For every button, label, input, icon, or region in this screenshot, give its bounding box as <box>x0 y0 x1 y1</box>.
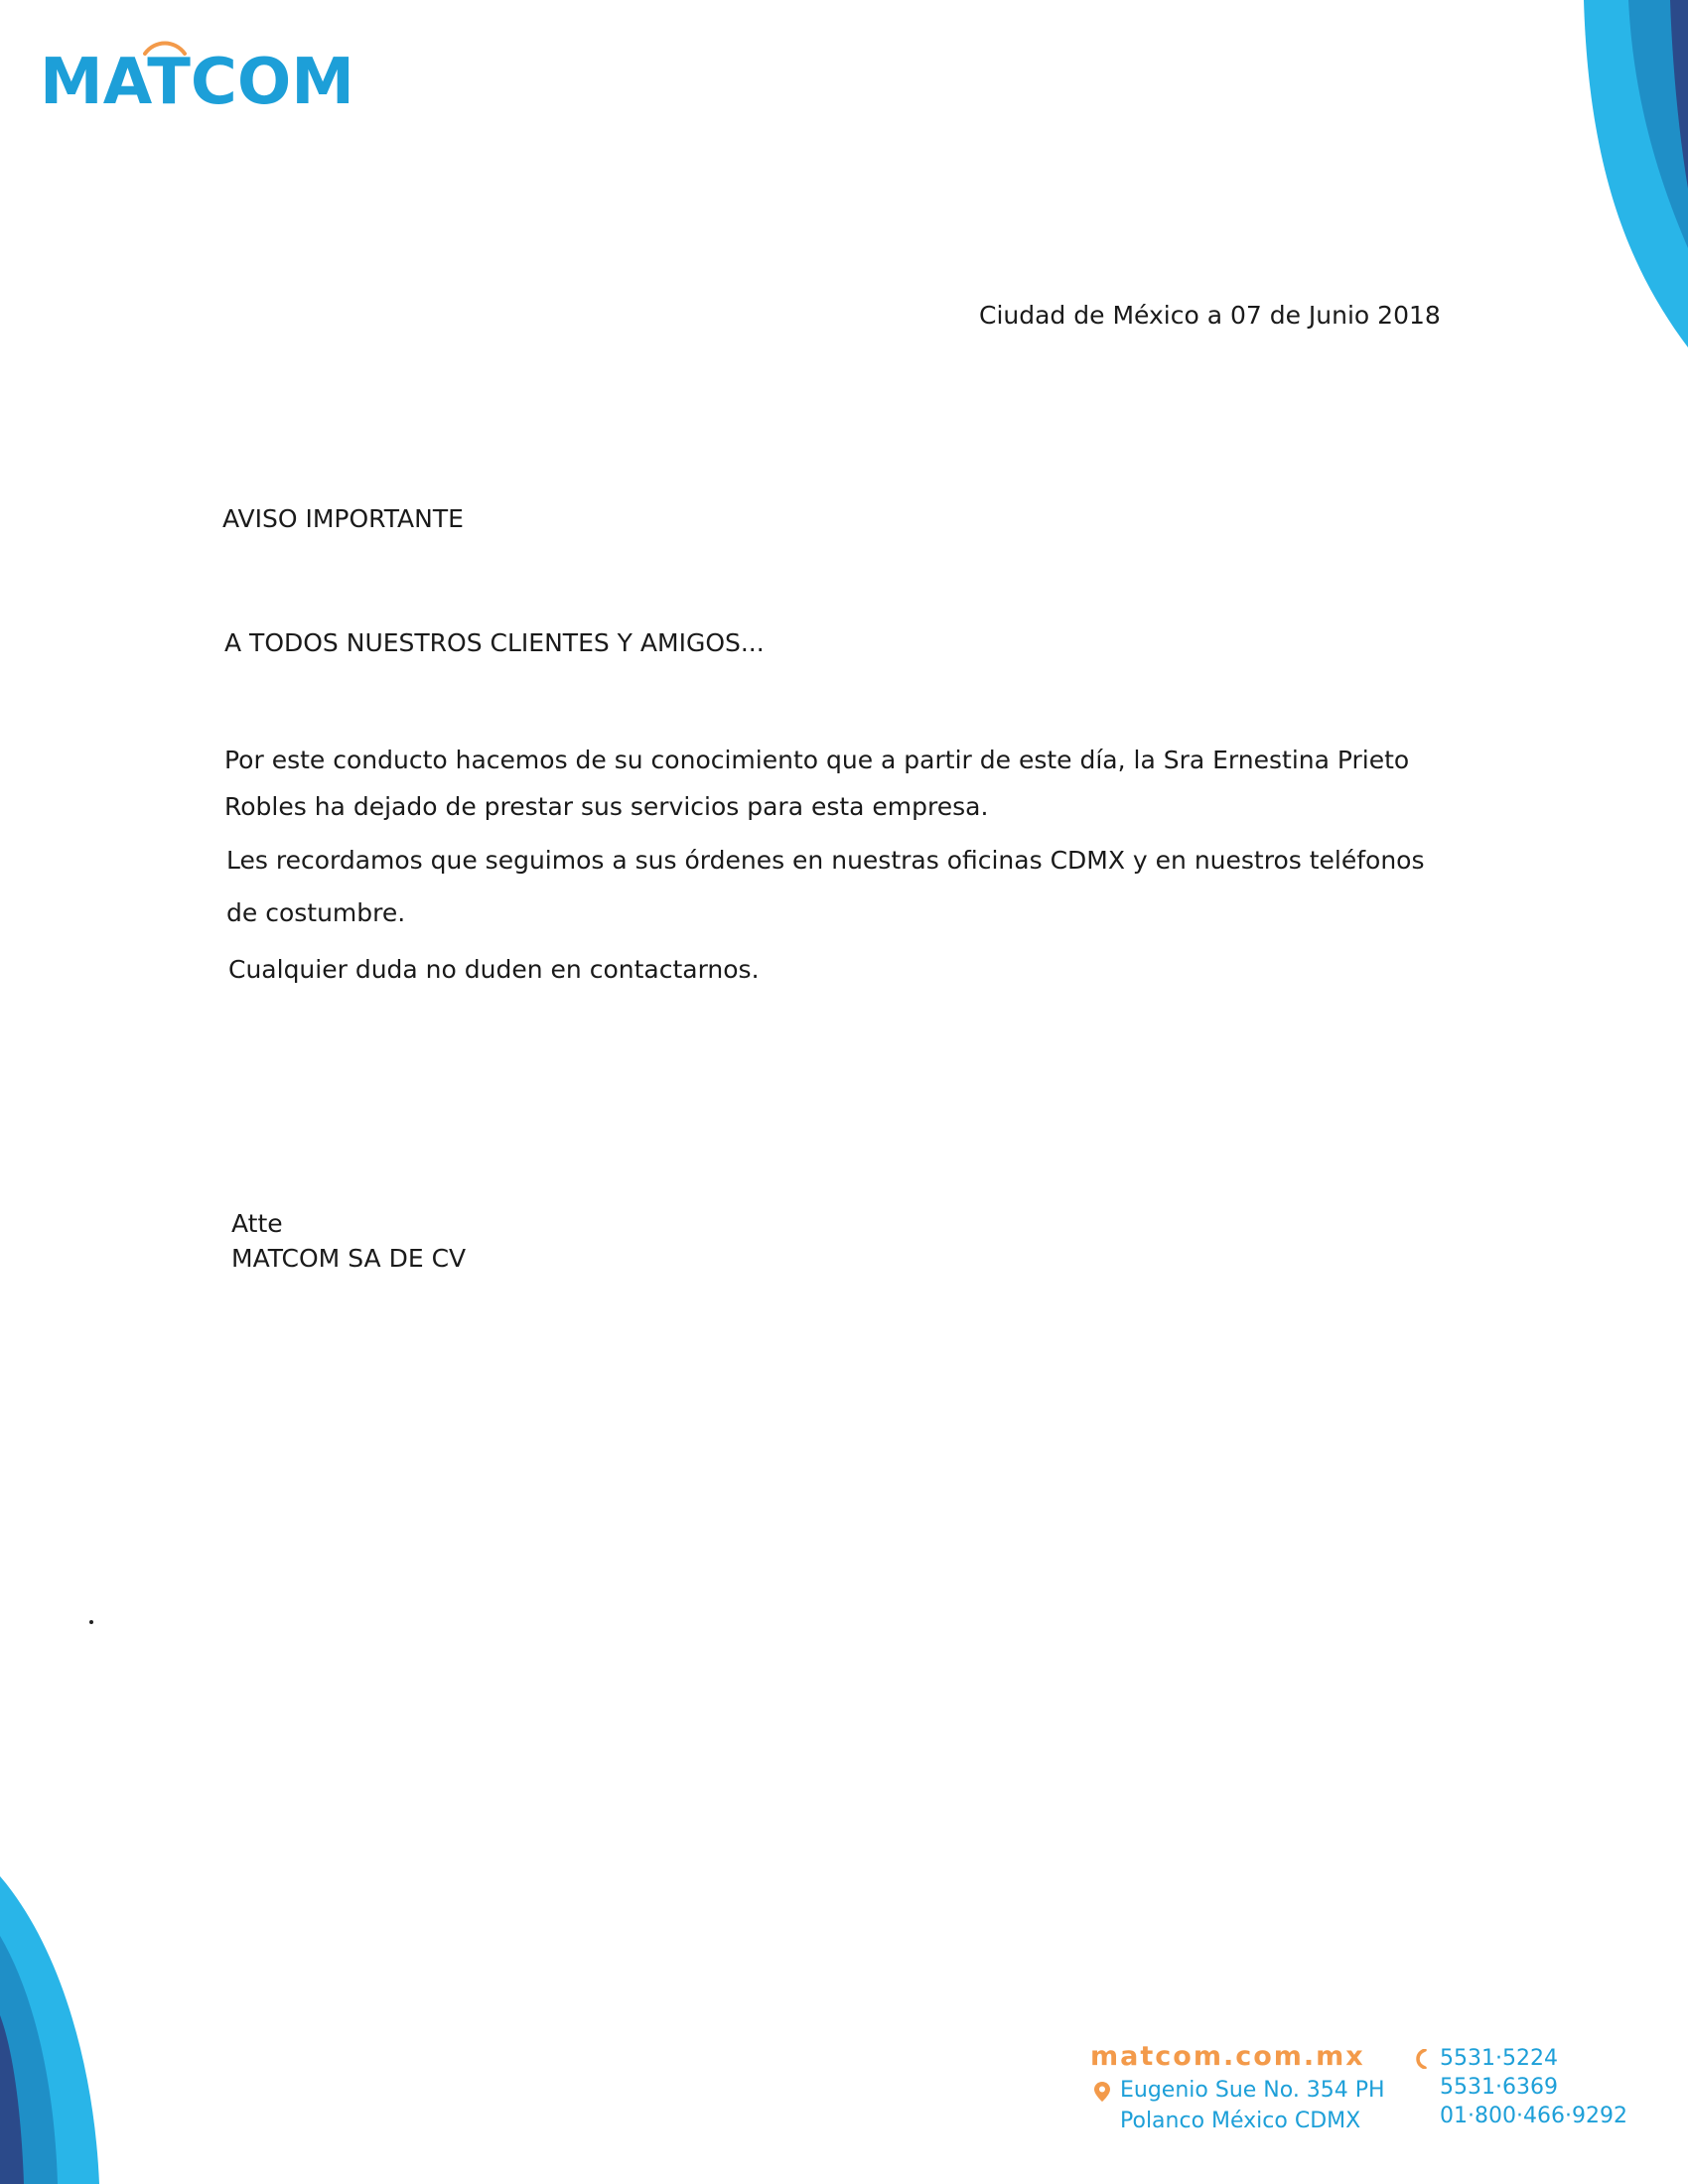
footer-address-line-2: Polanco México CDMX <box>1120 2109 1361 2133</box>
footer-address <box>1092 2075 1385 2136</box>
notice-title: AVISO IMPORTANTE <box>222 504 464 533</box>
signature-company: MATCOM SA DE CV <box>231 1244 467 1273</box>
footer-phone-2: 5531·6369 <box>1440 2075 1558 2100</box>
letter-closing: Atte <box>231 1209 283 1238</box>
matcom-logo <box>40 38 357 127</box>
phone-icon <box>1416 2049 1428 2069</box>
body-paragraph-2: Les recordamos que seguimos a sus órdenes en nuestras oficinas CDMX y en nuestros teléfonos de costumbre. <box>226 846 1425 927</box>
body-paragraph-1: Por este conducto hacemos de su conocimiento que a partir de este día, la Sra Ernestina Prieto Robles ha dejado de prestar sus servicios para esta empresa. <box>224 746 1410 821</box>
logo-wordmark: MATCOM <box>40 46 354 119</box>
letter-greeting: A TODOS NUESTROS CLIENTES Y AMIGOS... <box>224 628 765 657</box>
scan-speck <box>89 1620 93 1624</box>
map-pin-icon <box>1094 2082 1110 2102</box>
letter-date: Ciudad de México a 07 de Junio 2018 <box>979 301 1441 330</box>
body-paragraph-3: Cualquier duda no duden en contactarnos. <box>228 955 760 984</box>
footer-website: matcom.com.mx <box>1090 2041 1365 2072</box>
footer-phones <box>1416 2044 1627 2130</box>
footer-phone-3: 01·800·466·9292 <box>1440 2104 1627 2128</box>
footer-address-line-1: Eugenio Sue No. 354 PH <box>1120 2078 1385 2103</box>
footer-phone-1: 5531·5224 <box>1440 2046 1558 2071</box>
logo-tooth-accent-icon <box>143 38 187 58</box>
